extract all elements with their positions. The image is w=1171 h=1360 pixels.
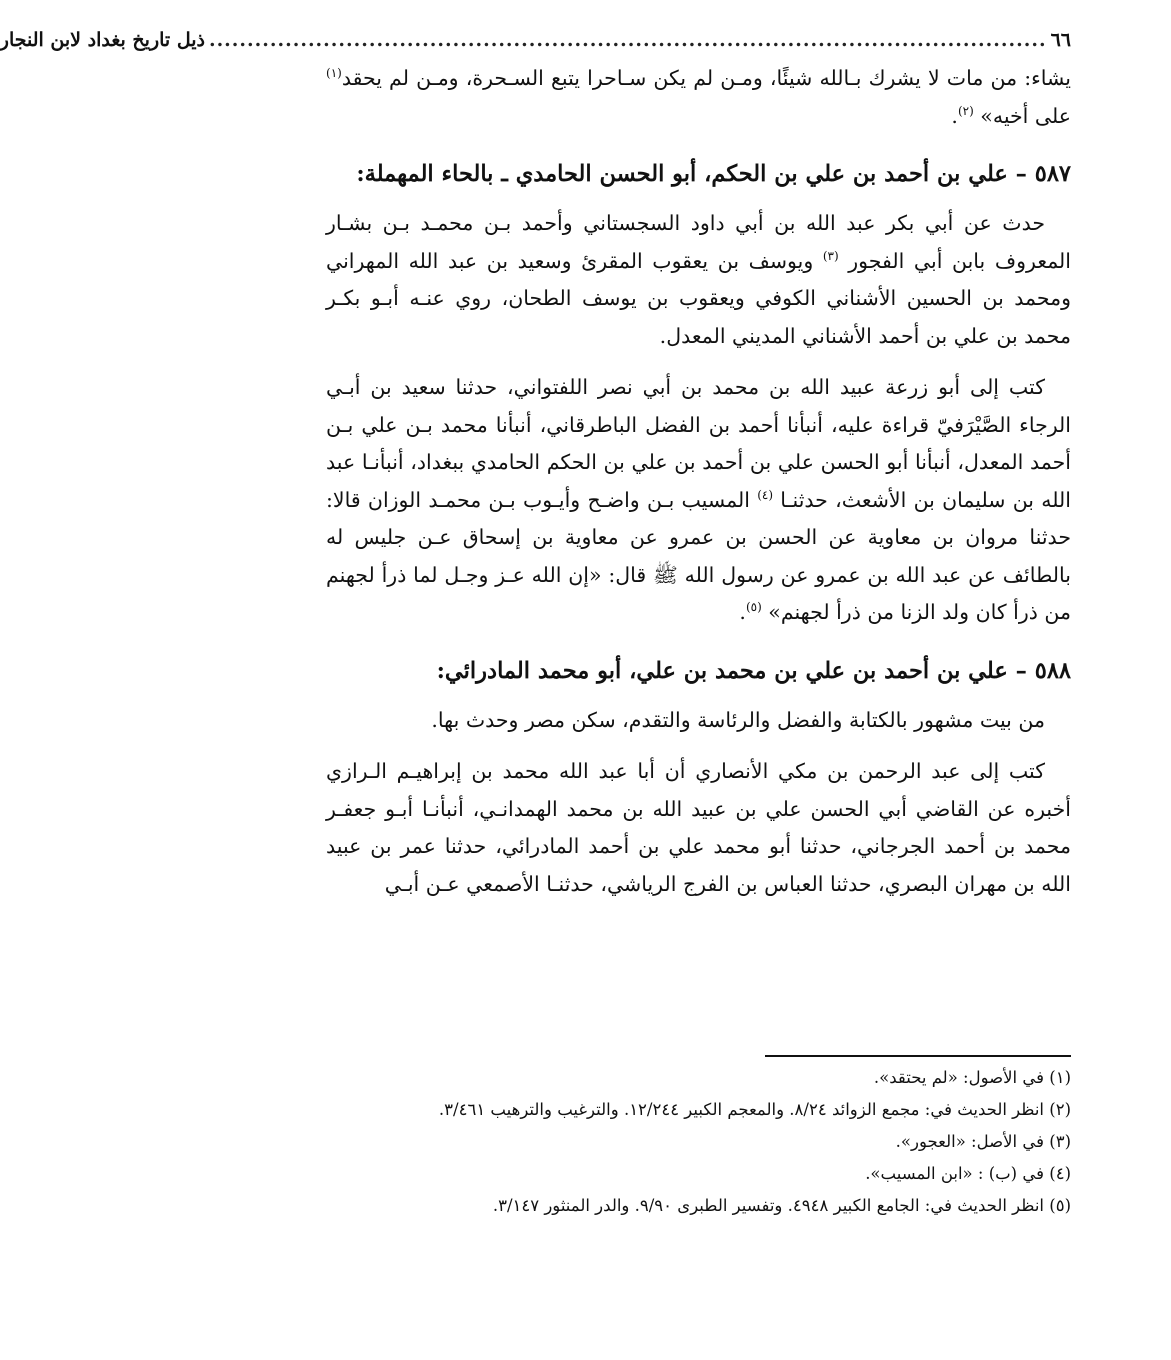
footnote-ref-1[interactable]: (١) — [326, 66, 342, 81]
intro-paragraph: يشاء: من مات لا يشرك بـالله شيئًا، ومـن لم يكن سـاحرا يتبع السـحرة، ومـن لم يحقد$^{(١)}$ على أخيه» $^{(٢)}$. — [326, 66, 1071, 128]
header-leader-dots: .............................................................................................................. — [208, 29, 1047, 51]
entry-588-paragraph-2: كتب إلى عبد الرحمن بن مكي الأنصاري أن أبا عبد الله محمد بن إبراهيـم الـرازي أخبره عن القاضي أبي الحسن علي بن عبيد الله بن محمد الهمدانـي، أنبأنـا أبـو جعفـر محمد بن أحمد الجرجاني، حدثنا أبو محمد علي بن أحمد المادرائي، حدثنا عمر بن عبيد الله بن مهران البصري، حدثنا العباس بن الفرج الرياشي، حدثنـا الأصمعي عـن أبـي — [326, 759, 1071, 896]
footnote-1: (١) في الأصول: «لم يحتقد». — [873, 1068, 1071, 1087]
entry-587-paragraph-1: حدث عن أبي بكر عبد الله بن أبي داود السجستاني وأحمد بـن محمـد بـن بشـار المعروف بابن أبي الفجور $^{(٣)}$ ويوسف بن يعقوب المقرئ وسعيد بن عبد الله المهراني ومحمد بن الحسين الأشناني الكوفي ويعقوب بن يوسف الطحان، روي عنـه أبـو بكـر محمد بن علي بن أحمد الأشناني المديني المعدل. — [326, 211, 1071, 348]
footnote-ref-3[interactable]: (٣) — [822, 248, 839, 263]
running-title: ذيل تاريخ بغداد لابن النجار — [0, 29, 205, 51]
footnote-4: (٤) في (ب) : «ابن المسيب». — [865, 1164, 1071, 1183]
page-number: ٦٦ — [1050, 29, 1071, 51]
entry-588-paragraph-1: من بيت مشهور بالكتابة والفضل والرئاسة والتقدم، سكن مصر وحدث بها. — [431, 707, 1045, 732]
footnote-ref-5[interactable]: (٥) — [745, 600, 762, 615]
footnote-3: (٣) في الأصل: «العجور». — [895, 1132, 1071, 1151]
running-header — [0, 26, 1071, 54]
footnotes — [326, 1062, 1071, 1222]
footnote-ref-4[interactable]: (٤) — [757, 487, 774, 502]
entry-588-heading: ٥٨٨ – علي بن أحمد بن علي بن محمد بن علي، أبو محمد المادرائي: — [436, 657, 1071, 684]
footnote-ref-2[interactable]: (٢) — [957, 103, 974, 118]
footnote-separator — [765, 1055, 1071, 1057]
page-body — [0, 26, 1071, 903]
entry-587-paragraph-2: كتب إلى أبو زرعة عبيد الله بن محمد بن أبي نصر اللفتواني، حدثنا سعيد بن أبـي الرجاء الصَّيْرَفيّ قراءة عليه، أنبأنا أحمد بن الفضل الباطرقاني، أنبأنا محمد بـن علي بـن أحمد المعدل، أنبأنا أبو الحسن علي بن أحمد بن علي بن الحكم الحامدي ببغداد، أنبأنـا عبد الله بن سليمان بن الأشعث، حدثنـا $^{(٤)}$ المسيب بـن واضـح وأيـوب بـن محمـد الوزان قالا: حدثنا مروان بن معاوية عن الحسن بن عمرو عن معاوية بن إسحاق عـن جليس له بالطائف عن عبد الله بن عمرو عن رسول الله ﷺ قال: «إن الله عـز وجـل لما ذرأ لجهنم من ذرأ كان ولد الزنا من ذرأ لجهنم» $^{(٥)}$. — [326, 375, 1071, 624]
footnote-5: (٥) انظر الحديث في: الجامع الكبير ٤٩٤٨. وتفسير الطبرى ٩/٩٠. والدر المنثور ٣/١٤٧. — [492, 1196, 1071, 1215]
footnote-2: (٢) انظر الحديث في: مجمع الزوائد ٨/٢٤. والمعجم الكبير ١٢/٢٤٤. والترغيب والترهيب ٣/٤٦١. — [438, 1100, 1071, 1119]
entry-587-heading: ٥٨٧ – علي بن أحمد بن علي بن الحكم، أبو الحسن الحامدي ـ بالحاء المهملة: — [356, 161, 1071, 187]
